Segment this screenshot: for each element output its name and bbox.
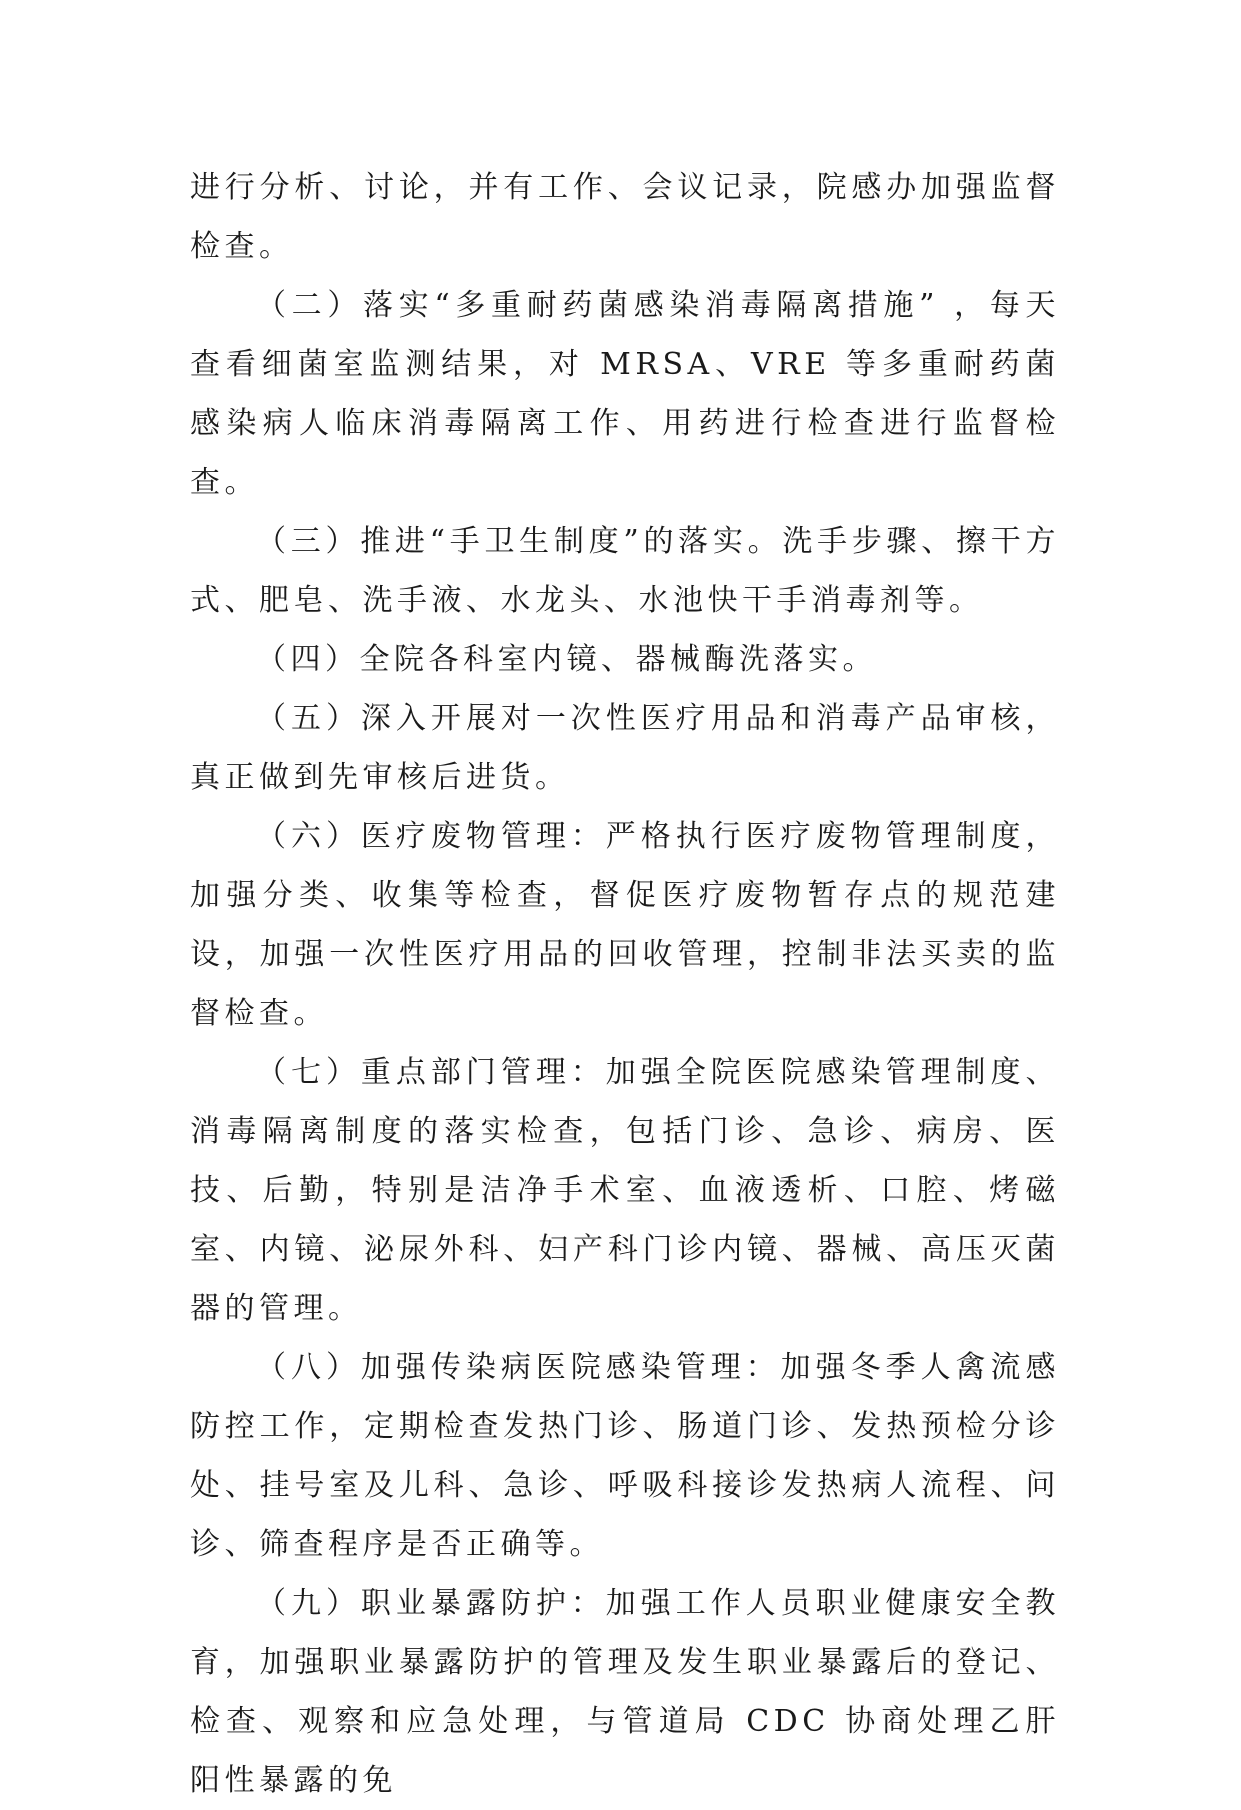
document-page [190, 158, 1060, 1810]
paragraph-item-7: （七）重点部门管理：加强全院医院感染管理制度、消毒隔离制度的落实检查，包括门诊、急诊、病房、医技、后勤，特别是洁净手术室、血液透析、口腔、烤磁室、内镜、泌尿外科、妇产科门诊内镜、器械、高压灭菌器的管理。 [190, 1055, 1060, 1326]
paragraph-item-5: （五）深入开展对一次性医疗用品和消毒产品审核，真正做到先审核后进货。 [190, 701, 1060, 795]
paragraph-item-6: （六）医疗废物管理：严格执行医疗废物管理制度，加强分类、收集等检查，督促医疗废物暂存点的规范建设，加强一次性医疗用品的回收管理，控制非法买卖的监督检查。 [190, 819, 1060, 1031]
paragraph-item-4: （四）全院各科室内镜、器械酶洗落实。 [256, 642, 877, 677]
paragraph-item-2: （二）落实“多重耐药菌感染消毒隔离措施” ，每天查看细菌室监测结果，对 MRSA、VRE 等多重耐药菌感染病人临床消毒隔离工作、用药进行检查进行监督检查。 [190, 288, 1060, 500]
paragraph-item-3: （三）推进“手卫生制度”的落实。洗手步骤、擦干方式、肥皂、洗手液、水龙头、水池快干手消毒剂等。 [190, 524, 1060, 618]
paragraph-continuation: 进行分析、讨论，并有工作、会议记录，院感办加强监督检查。 [190, 170, 1060, 264]
paragraph-item-9: （九）职业暴露防护：加强工作人员职业健康安全教育，加强职业暴露防护的管理及发生职业暴露后的登记、检查、观察和应急处理，与管道局 CDC 协商处理乙肝阳性暴露的免 [190, 1586, 1060, 1798]
paragraph-item-8: （八）加强传染病医院感染管理：加强冬季人禽流感防控工作，定期检查发热门诊、肠道门诊、发热预检分诊处、挂号室及儿科、急诊、呼吸科接诊发热病人流程、问诊、筛查程序是否正确等。 [190, 1350, 1060, 1562]
